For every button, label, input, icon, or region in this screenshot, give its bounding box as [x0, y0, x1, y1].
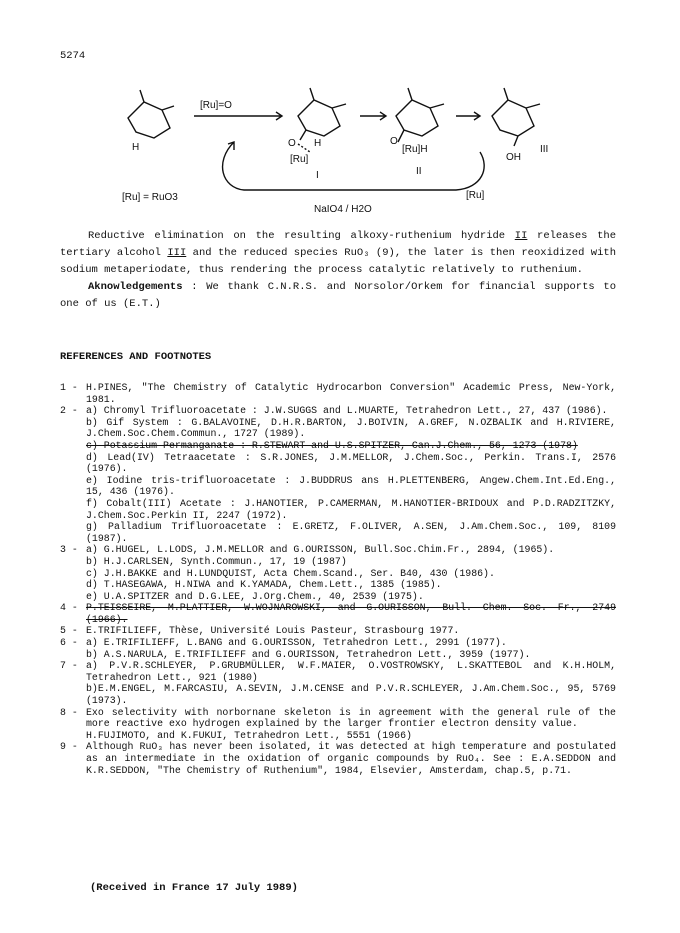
reference-item: 1 - H.PINES, "The Chemistry of Catalytic Hydrocarbon Conversion" Academic Press, New-York, 1981. — [60, 382, 616, 405]
o-label-II: O — [390, 136, 398, 147]
oh-label: OH — [506, 152, 521, 163]
ref-II: II — [514, 230, 528, 242]
return-arrow — [223, 142, 485, 190]
ru-return-label: [Ru] — [466, 190, 485, 201]
reference-item: 4 - P.TEISSEIRE, M.PLATTIER, W.WOJNAROWSKI, and G.OURISSON, Bull. Chem. Soc. Fr., 2749 (1966). — [60, 602, 616, 625]
oxidant-label: NaIO4 / H2O — [314, 204, 372, 215]
molecule-III — [492, 88, 540, 146]
reaction-scheme-drawing — [110, 80, 630, 220]
page-number: 5274 — [60, 50, 86, 62]
numeral-I: I — [316, 170, 319, 181]
numeral-II: II — [416, 166, 422, 177]
h2-label: H — [314, 138, 322, 149]
reference-item: 2 - a) Chromyl Trifluoroacetate : J.W.SUGGS and L.MUARTE, Tetrahedron Lett., 27, 437 (1986). b) Gif System : G.BALAVOINE, D.H.R.BARTON, J.BOIVIN, A.GREF, N.OZBALIK and H.RIVIERE, J.Chem.Soc.Chem.Commun., 1727 (1989). c) Potassium Permanganate : R.STEWART and U.S.SPITZER, Can.J.Chem., 56, 1273 (1978) d) Lead(IV) Tetraacetate : S.R.JONES, J.M.MELLOR, J.Chem.Soc., Perkin. Trans.I, 2576 (1976). e) Iodine tris-trifluoroacetate : J.BUDDRUS ans H.PLETTENBERG, Angew.Chem.Int.Ed.Eng., 15, 436 (1976). f) Cobalt(III) Acetate : J.HANOTIER, P.CAMERMAN, M.HANOTIER-BRIDOUX and P.D.RADZITZKY, J.Chem.Soc.Perkin II, 2247 (1972). g) Palladium Trifluoroacetate : E.GRETZ, F.OLIVER, A.SEN, J.Am.Chem.Soc., 109, 8109 (1987). — [60, 405, 616, 544]
arrow-2 — [360, 112, 386, 120]
molecule-start — [128, 90, 174, 138]
ru-equals-label: [Ru] = RuO3 — [122, 192, 178, 203]
reagent-label: [Ru]=O — [200, 100, 232, 111]
reaction-scheme — [110, 80, 630, 220]
reference-item: 7 - a) P.V.R.SCHLEYER, P.GRUBMÜLLER, W.F.MAIER, O.VOSTROWSKY, L.SKATTEBOL and K.H.HOLM, Tetrahedron Lett., 921 (1980) b)E.M.ENGEL, M.FARCASIU, A.SEVIN, J.M.CENSE and P.V.R.SCHLEYER, J.Am.Chem.Soc., 95, 5769 (1973). — [60, 660, 616, 707]
numeral-III: III — [540, 144, 549, 155]
arrow-3 — [456, 112, 480, 120]
h-label: H — [132, 142, 140, 153]
o-label: O — [288, 138, 296, 149]
received-date: (Received in France 17 July 1989) — [90, 882, 298, 894]
reference-item: 5 - E.TRIFILIEFF, Thèse, Université Louis Pasteur, Strasbourg 1977. — [60, 625, 460, 637]
body-text-c: and the reduced species RuO₃ (9), the later is then reoxidized with sodium metaperiodate, thus rendering the process catalytic relatively to ruthenium. — [60, 247, 616, 276]
ru-label-I: [Ru] — [290, 154, 309, 165]
reference-item: 8 - Exo selectivity with norbornane skeleton is in agreement with the general rule of the more reactive exo hydrogen explained by the larger frontier electron density value. H.FUJIMOTO, and K.FUKUI, Tetrahedron Lett., 5551 (1966) — [60, 706, 616, 741]
ack-label: Aknowledgements — [88, 281, 183, 293]
ack-text: : We thank C.N.R.S. and Norsolor/Orkem for financial supports to one of us (E.T.) — [60, 281, 616, 310]
references-list — [60, 382, 616, 776]
ref-III: III — [167, 247, 187, 259]
arrow-1 — [194, 112, 282, 120]
ruh-label-II: [Ru]H — [402, 144, 428, 155]
reference-item: 6 - a) E.TRIFILIEFF, L.BANG and G.OURISSON, Tetrahedron Lett., 2991 (1977). b) A.S.NARULA, E.TRIFILIEFF and G.OURISSON, Tetrahedron Lett., 3959 (1977). — [60, 637, 531, 660]
body-text-b: releases the tertiary alcohol — [60, 230, 617, 259]
molecule-II — [396, 88, 444, 142]
references-heading: REFERENCES AND FOOTNOTES — [60, 351, 212, 363]
reference-item: 9 - Although RuO₃ has never been isolated, it was detected at high temperature and postulated as an intermediate in the oxidation of organic compounds by RuO₄. See : E.A.SEDDON and K.R.SEDDON, "The Chemistry of Ruthenium", 1984, Elsevier, Amsterdam, chap.5, p.71. — [60, 741, 616, 776]
body-paragraph — [60, 228, 616, 313]
body-text-a: Reductive elimination on the resulting alkoxy-ruthenium hydride — [88, 230, 515, 242]
molecule-I — [298, 88, 346, 140]
reference-item: 3 - a) G.HUGEL, L.LODS, J.M.MELLOR and G.OURISSON, Bull.Soc.Chim.Fr., 2894, (1965). b) H.J.CARLSEN, Synth.Commun., 17, 19 (1987) c) J.H.BAKKE and H.LUNDQUIST, Acta Chem.Scand., Ser. B40, 430 (1986). d) T.HASEGAWA, H.NIWA and K.YAMADA, Chem.Lett., 1385 (1985). e) U.A.SPITZER and D.G.LEE, J.Org.Chem., 40, 2539 (1975). — [60, 544, 555, 602]
